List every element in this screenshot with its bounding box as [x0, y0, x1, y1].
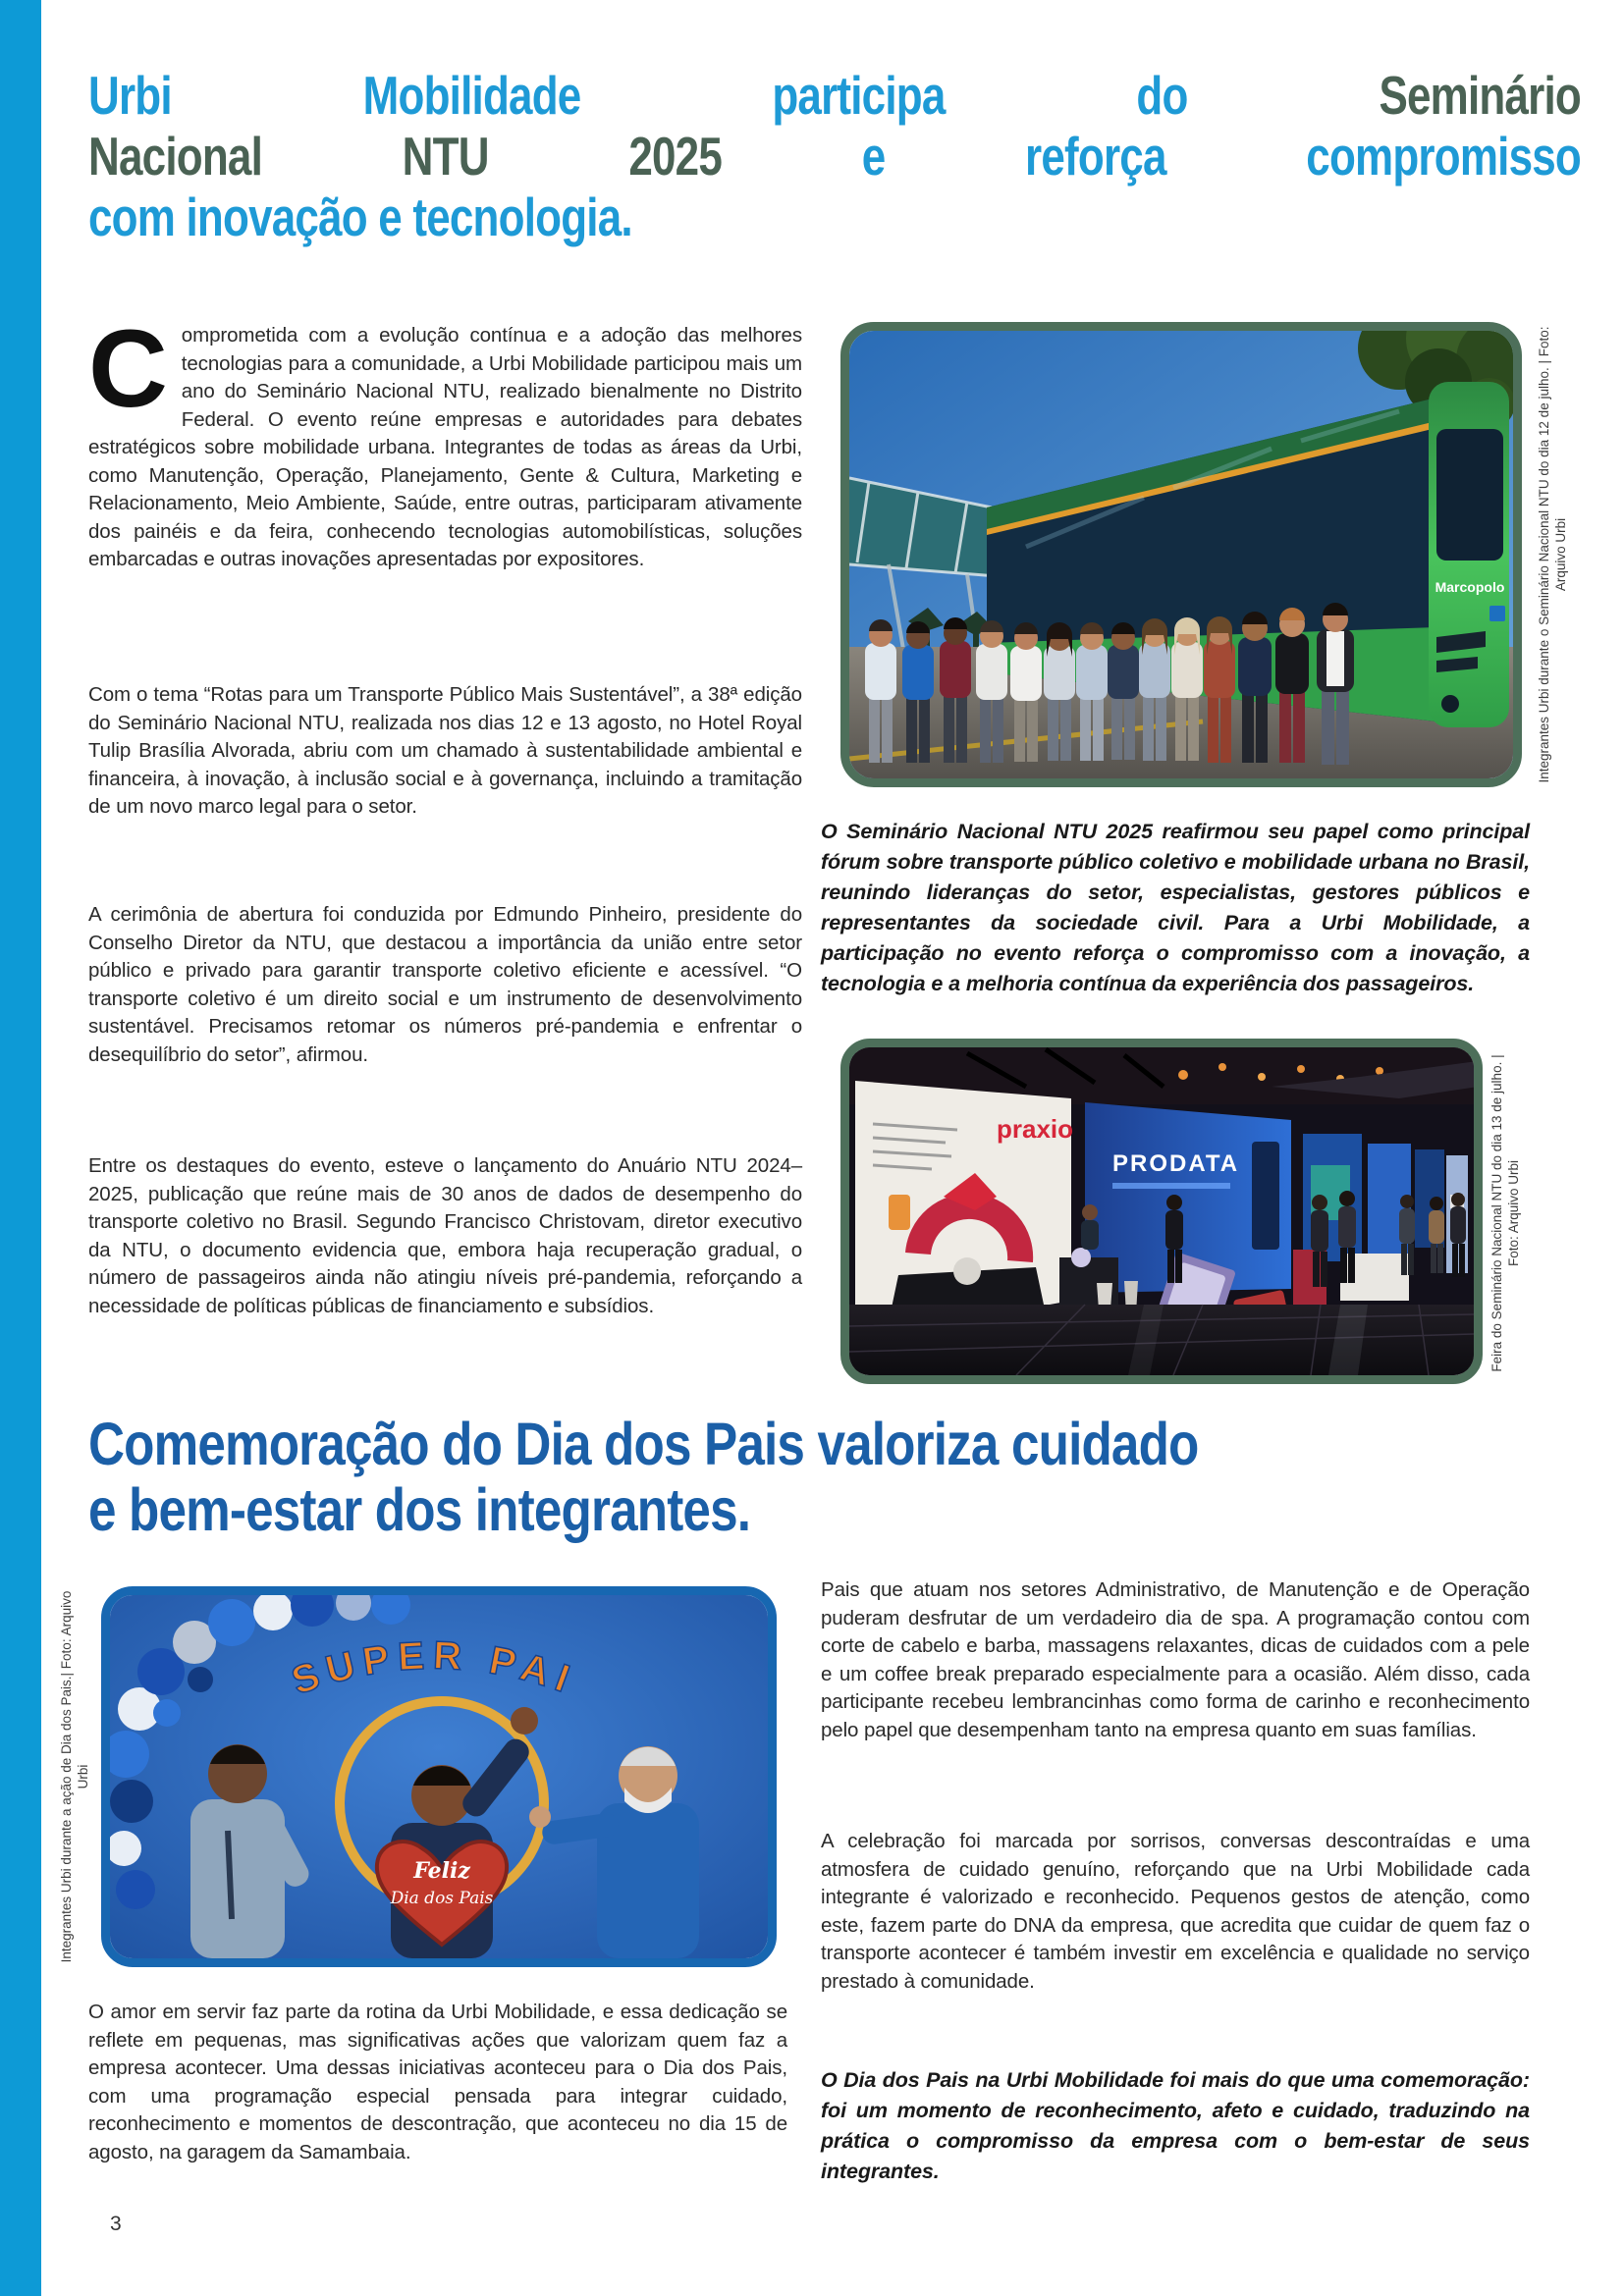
expo-photo-illustration	[849, 1047, 1474, 1375]
headline-part: Nacional NTU 2025	[88, 126, 723, 187]
article2-headline-line2: e bem-estar dos integrantes.	[88, 1476, 751, 1543]
photo-seminar-expo	[840, 1039, 1483, 1384]
article2-paragraph-right2: A celebração foi marcada por sorrisos, conversas descontraídas e uma atmosfera de cuidado genuíno, reforçando que na Urbi Mobilidade cada integrante é valorizado e reconhecido. Pequenos gestos de atenção, como este, fazem parte do DNA da empresa, que acredita que cuidar de quem faz o transporte acontecer é também investir em excelência e qualidade no serviço prestado à comunidade.	[821, 1830, 1530, 1993]
left-accent-bar	[0, 0, 41, 2296]
article1-headline-line2	[88, 126, 1581, 187]
article2-headline-line1: Comemoração do Dia dos Pais valoriza cuidado	[88, 1411, 1199, 1477]
dropcap: C	[88, 307, 168, 430]
fathers-day-photo-illustration	[110, 1595, 768, 1958]
photo1-caption: Integrantes Urbi durante o Seminário Nacional NTU do dia 12 de julho. | Foto: Arquivo Urbi	[1537, 326, 1568, 783]
photo-dia-dos-pais	[101, 1586, 777, 1967]
article1-paragraph-1	[88, 307, 802, 574]
sign-line2: Dia dos Pais	[390, 1889, 494, 1908]
article1-headline	[88, 65, 1624, 247]
super-pai-banner: SUPER PAI	[286, 1633, 582, 1704]
article2-paragraph-left: O amor em servir faz parte da rotina da Urbi Mobilidade, e essa dedicação se reflete em pequenas, mas significativas ações que valorizam quem faz a empresa acontecer. Uma dessas iniciativas aconteceu para o Dia dos Pais, com uma programação especial pensada para integrar cuidado, reconhecimento e momentos de descontração, que aconteceu no dia 15 de agosto, na garagem da Samambaia.	[88, 2001, 787, 2163]
page-number: 3	[110, 2213, 122, 2235]
photo3-caption: Integrantes Urbi durante a ação de Dia dos Pais.| Foto: Arquivo Urbi	[59, 1590, 90, 1963]
article1-highlight: O Seminário Nacional NTU 2025 reafirmou seu papel como principal fórum sobre transporte público coletivo e mobilidade urbana no Brasil, reunindo lideranças do setor, especialistas, gestores públicos e representantes da sociedade civil. Para a Urbi Mobilidade, a participação no evento reforça o compromisso com a inovação, a tecnologia e a melhoria contínua da experiência dos passageiros.	[821, 820, 1530, 995]
article2-headline	[88, 1412, 1410, 1543]
headline-part: Seminário	[1379, 65, 1581, 126]
article1-paragraph-4: Entre os destaques do evento, esteve o lançamento do Anuário NTU 2024–2025, publicação que reúne mais de 30 anos de dados de desempenho do transporte coletivo no Brasil. Segundo Francisco Christovam, diretor executivo da NTU, o documento evidencia que, embora haja recuperação gradual, o número de passageiros ainda não atingiu níveis pré-pandemia, reforçando a necessidade de políticas públicas de financiamento e subsídios.	[88, 1154, 802, 1317]
article1-paragraph-3: A cerimônia de abertura foi conduzida por Edmundo Pinheiro, presidente do Conselho Diretor da NTU, que destacou a importância da união entre setor público e privado para garantir transporte coletivo eficiente e acessível. “O transporte coletivo é um direito social e um instrumento de desenvolvimento sustentável. Precisamos retomar os números pré-pandemia e enfrentar o desequilíbrio do setor”, afirmou.	[88, 903, 802, 1066]
article1-paragraph-2: Com o tema “Rotas para um Transporte Público Mais Sustentável”, a 38ª edição do Seminário Nacional NTU, realizada nos dias 12 e 13 agosto, no Hotel Royal Tulip Brasília Alvorada, abriu com um chamado à sustentabilidade ambiental e financeira, à inovação, à inclusão social e à governança, incluindo a tramitação de um novo marco legal para o setor.	[88, 683, 802, 818]
praxio-label: praxio	[997, 1114, 1074, 1144]
bus-brand-label: Marcopolo	[1435, 579, 1505, 595]
article1-headline-line3	[88, 187, 1581, 247]
article1-headline-line1	[88, 65, 1581, 126]
article2-paragraph-right1: Pais que atuam nos setores Administrativo, de Manutenção e de Operação puderam desfrutar de um verdadeiro dia de spa. A programação contou com corte de cabelo e barba, massagens relaxantes, dicas de cuidados com a pele e um coffee break preparado especialmente para a ocasião. Além disso, cada participante recebeu lembrancinhas como forma de carinho e reconhecimento pelo papel que desempenham tanto na empresa quanto em suas famílias.	[821, 1578, 1530, 1741]
headline-part: com inovação e tecnologia.	[88, 187, 632, 247]
article2-paragraph-right3: O Dia dos Pais na Urbi Mobilidade foi mais do que uma comemoração: foi um momento de reconhecimento, afeto e cuidado, traduzindo na prática o compromisso da empresa com o bem-estar de seus integrantes.	[821, 2068, 1530, 2183]
paragraph-text: omprometida com a evolução contínua e a adoção das melhores tecnologias para a comunidade, a Urbi Mobilidade participou mais um ano do Seminário Nacional NTU, realizado bienalmente no Distrito Federal. O evento reúne empresas e autoridades para debates estratégicos sobre mobilidade urbana. Integrantes de todas as áreas da Urbi, como Manutenção, Operação, Planejamento, Gente & Cultura, Marketing e Relacionamento, Meio Ambiente, Saúde, entre outras, participaram ativamente dos painéis e da feira, conhecendo tecnologias automobilísticas, soluções embarcadas e outras inovações apresentadas por expositores.	[88, 324, 802, 570]
photo2-caption: Feira do Seminário Nacional NTU do dia 13 de julho. | Foto: Arquivo Urbi	[1489, 1054, 1521, 1372]
prodata-label: PRODATA	[1112, 1150, 1240, 1177]
photo-seminar-bus	[840, 322, 1522, 787]
headline-part: Urbi Mobilidade participa do	[88, 65, 1188, 126]
headline-part: e reforça compromisso	[861, 126, 1581, 187]
bus-photo-illustration	[849, 331, 1513, 778]
sign-line1: Feliz	[413, 1858, 470, 1884]
